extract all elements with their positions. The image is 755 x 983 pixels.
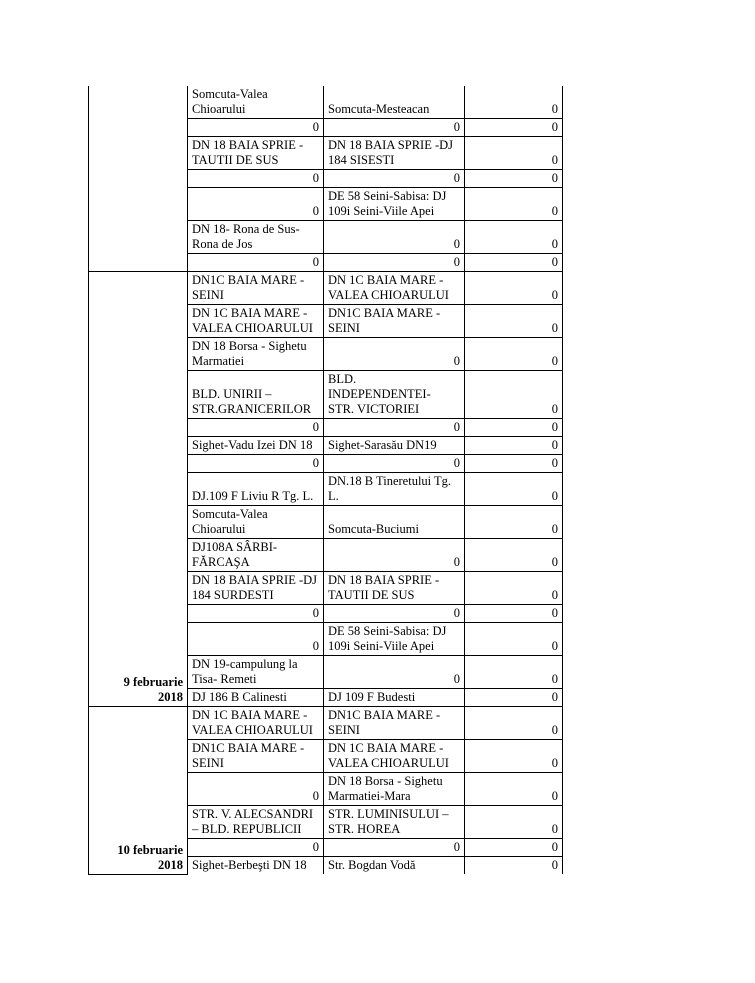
route-from-cell: Sighet-Vadu Izei DN 18 xyxy=(188,437,324,455)
route-to-cell: Somcuta-Mesteacan xyxy=(324,86,465,119)
route-from-cell: 0 xyxy=(188,455,324,473)
value-cell: 0 xyxy=(465,605,563,623)
table-row xyxy=(89,272,563,305)
value-cell: 0 xyxy=(465,221,563,254)
route-from-cell: DN1C BAIA MARE - SEINI xyxy=(188,740,324,773)
value-cell: 0 xyxy=(465,806,563,839)
route-to-cell: 0 xyxy=(324,656,465,689)
route-from-cell: 0 xyxy=(188,839,324,857)
route-to-cell: 0 xyxy=(324,338,465,371)
date-cell: 9 februarie 2018 xyxy=(89,272,188,707)
date-cell: 10 februarie 2018 xyxy=(89,707,188,875)
route-to-cell: DN 18 Borsa - Sighetu Marmatiei-Mara xyxy=(324,773,465,806)
route-to-cell: 0 xyxy=(324,419,465,437)
route-from-cell: 0 xyxy=(188,605,324,623)
route-to-cell: DE 58 Seini-Sabisa: DJ 109i Seini-Viile Apei xyxy=(324,188,465,221)
value-cell: 0 xyxy=(465,455,563,473)
value-cell: 0 xyxy=(465,506,563,539)
route-from-cell: DN 18- Rona de Sus- Rona de Jos xyxy=(188,221,324,254)
route-from-cell: Sighet-Berbeşti DN 18 xyxy=(188,857,324,875)
route-from-cell: STR. V. ALECSANDRI – BLD. REPUBLICII xyxy=(188,806,324,839)
route-from-cell: DN 1C BAIA MARE - VALEA CHIOARULUI xyxy=(188,305,324,338)
route-to-cell: 0 xyxy=(324,221,465,254)
route-to-cell: DN 1C BAIA MARE - VALEA CHIOARULUI xyxy=(324,740,465,773)
value-cell: 0 xyxy=(465,623,563,656)
route-from-cell: Somcuta-Valea Chioarului xyxy=(188,86,324,119)
table-row xyxy=(89,707,563,740)
value-cell: 0 xyxy=(465,371,563,419)
value-cell: 0 xyxy=(465,188,563,221)
value-cell: 0 xyxy=(465,656,563,689)
route-from-cell: 0 xyxy=(188,170,324,188)
route-to-cell: DN1C BAIA MARE - SEINI xyxy=(324,305,465,338)
route-from-cell: DN1C BAIA MARE - SEINI xyxy=(188,272,324,305)
route-from-cell: 0 xyxy=(188,623,324,656)
route-to-cell: DE 58 Seini-Sabisa: DJ 109i Seini-Viile Apei xyxy=(324,623,465,656)
route-from-cell: Somcuta-Valea Chioarului xyxy=(188,506,324,539)
route-from-cell: DJ.109 F Liviu R Tg. L. xyxy=(188,473,324,506)
route-to-cell: 0 xyxy=(324,254,465,272)
value-cell: 0 xyxy=(465,572,563,605)
route-from-cell: DJ108A SÂRBI- FĂRCAŞA xyxy=(188,539,324,572)
route-to-cell: Str. Bogdan Vodă xyxy=(324,857,465,875)
table-row xyxy=(89,86,563,119)
route-to-cell: 0 xyxy=(324,605,465,623)
route-from-cell: 0 xyxy=(188,119,324,137)
value-cell: 0 xyxy=(465,539,563,572)
value-cell: 0 xyxy=(465,419,563,437)
value-cell: 0 xyxy=(465,254,563,272)
value-cell: 0 xyxy=(465,689,563,707)
route-from-cell: DN 18 BAIA SPRIE - TAUTII DE SUS xyxy=(188,137,324,170)
value-cell: 0 xyxy=(465,338,563,371)
route-from-cell: DN 18 BAIA SPRIE -DJ 184 SURDESTI xyxy=(188,572,324,605)
table-body xyxy=(89,86,563,874)
value-cell: 0 xyxy=(465,839,563,857)
route-from-cell: 0 xyxy=(188,188,324,221)
route-to-cell: DN 18 BAIA SPRIE - TAUTII DE SUS xyxy=(324,572,465,605)
route-from-cell: DN 18 Borsa - Sighetu Marmatiei xyxy=(188,338,324,371)
route-from-cell: 0 xyxy=(188,773,324,806)
route-from-cell: BLD. UNIRII – STR.GRANICERILOR xyxy=(188,371,324,419)
value-cell: 0 xyxy=(465,272,563,305)
route-from-cell: 0 xyxy=(188,254,324,272)
value-cell: 0 xyxy=(465,170,563,188)
value-cell: 0 xyxy=(465,305,563,338)
route-to-cell: Sighet-Sarasău DN19 xyxy=(324,437,465,455)
value-cell: 0 xyxy=(465,437,563,455)
route-to-cell: 0 xyxy=(324,455,465,473)
value-cell: 0 xyxy=(465,740,563,773)
value-cell: 0 xyxy=(465,857,563,875)
route-from-cell: 0 xyxy=(188,419,324,437)
route-to-cell: BLD. INDEPENDENTEI- STR. VICTORIEI xyxy=(324,371,465,419)
route-to-cell: Somcuta-Buciumi xyxy=(324,506,465,539)
value-cell: 0 xyxy=(465,473,563,506)
route-from-cell: DJ 186 B Calinesti xyxy=(188,689,324,707)
route-from-cell: DN 1C BAIA MARE - VALEA CHIOARULUI xyxy=(188,707,324,740)
route-to-cell: DN1C BAIA MARE - SEINI xyxy=(324,707,465,740)
route-to-cell: 0 xyxy=(324,170,465,188)
date-cell xyxy=(89,86,188,272)
value-cell: 0 xyxy=(465,707,563,740)
value-cell: 0 xyxy=(465,137,563,170)
value-cell: 0 xyxy=(465,86,563,119)
route-to-cell: 0 xyxy=(324,539,465,572)
route-to-cell: STR. LUMINISULUI – STR. HOREA xyxy=(324,806,465,839)
route-to-cell: 0 xyxy=(324,839,465,857)
value-cell: 0 xyxy=(465,119,563,137)
route-to-cell: DN.18 B Tineretului Tg. L. xyxy=(324,473,465,506)
route-to-cell: DN 18 BAIA SPRIE -DJ 184 SISESTI xyxy=(324,137,465,170)
route-to-cell: DJ 109 F Budesti xyxy=(324,689,465,707)
route-from-cell: DN 19-campulung la Tisa- Remeti xyxy=(188,656,324,689)
route-to-cell: 0 xyxy=(324,119,465,137)
value-cell: 0 xyxy=(465,773,563,806)
traffic-routes-table xyxy=(88,86,563,875)
route-to-cell: DN 1C BAIA MARE - VALEA CHIOARULUI xyxy=(324,272,465,305)
